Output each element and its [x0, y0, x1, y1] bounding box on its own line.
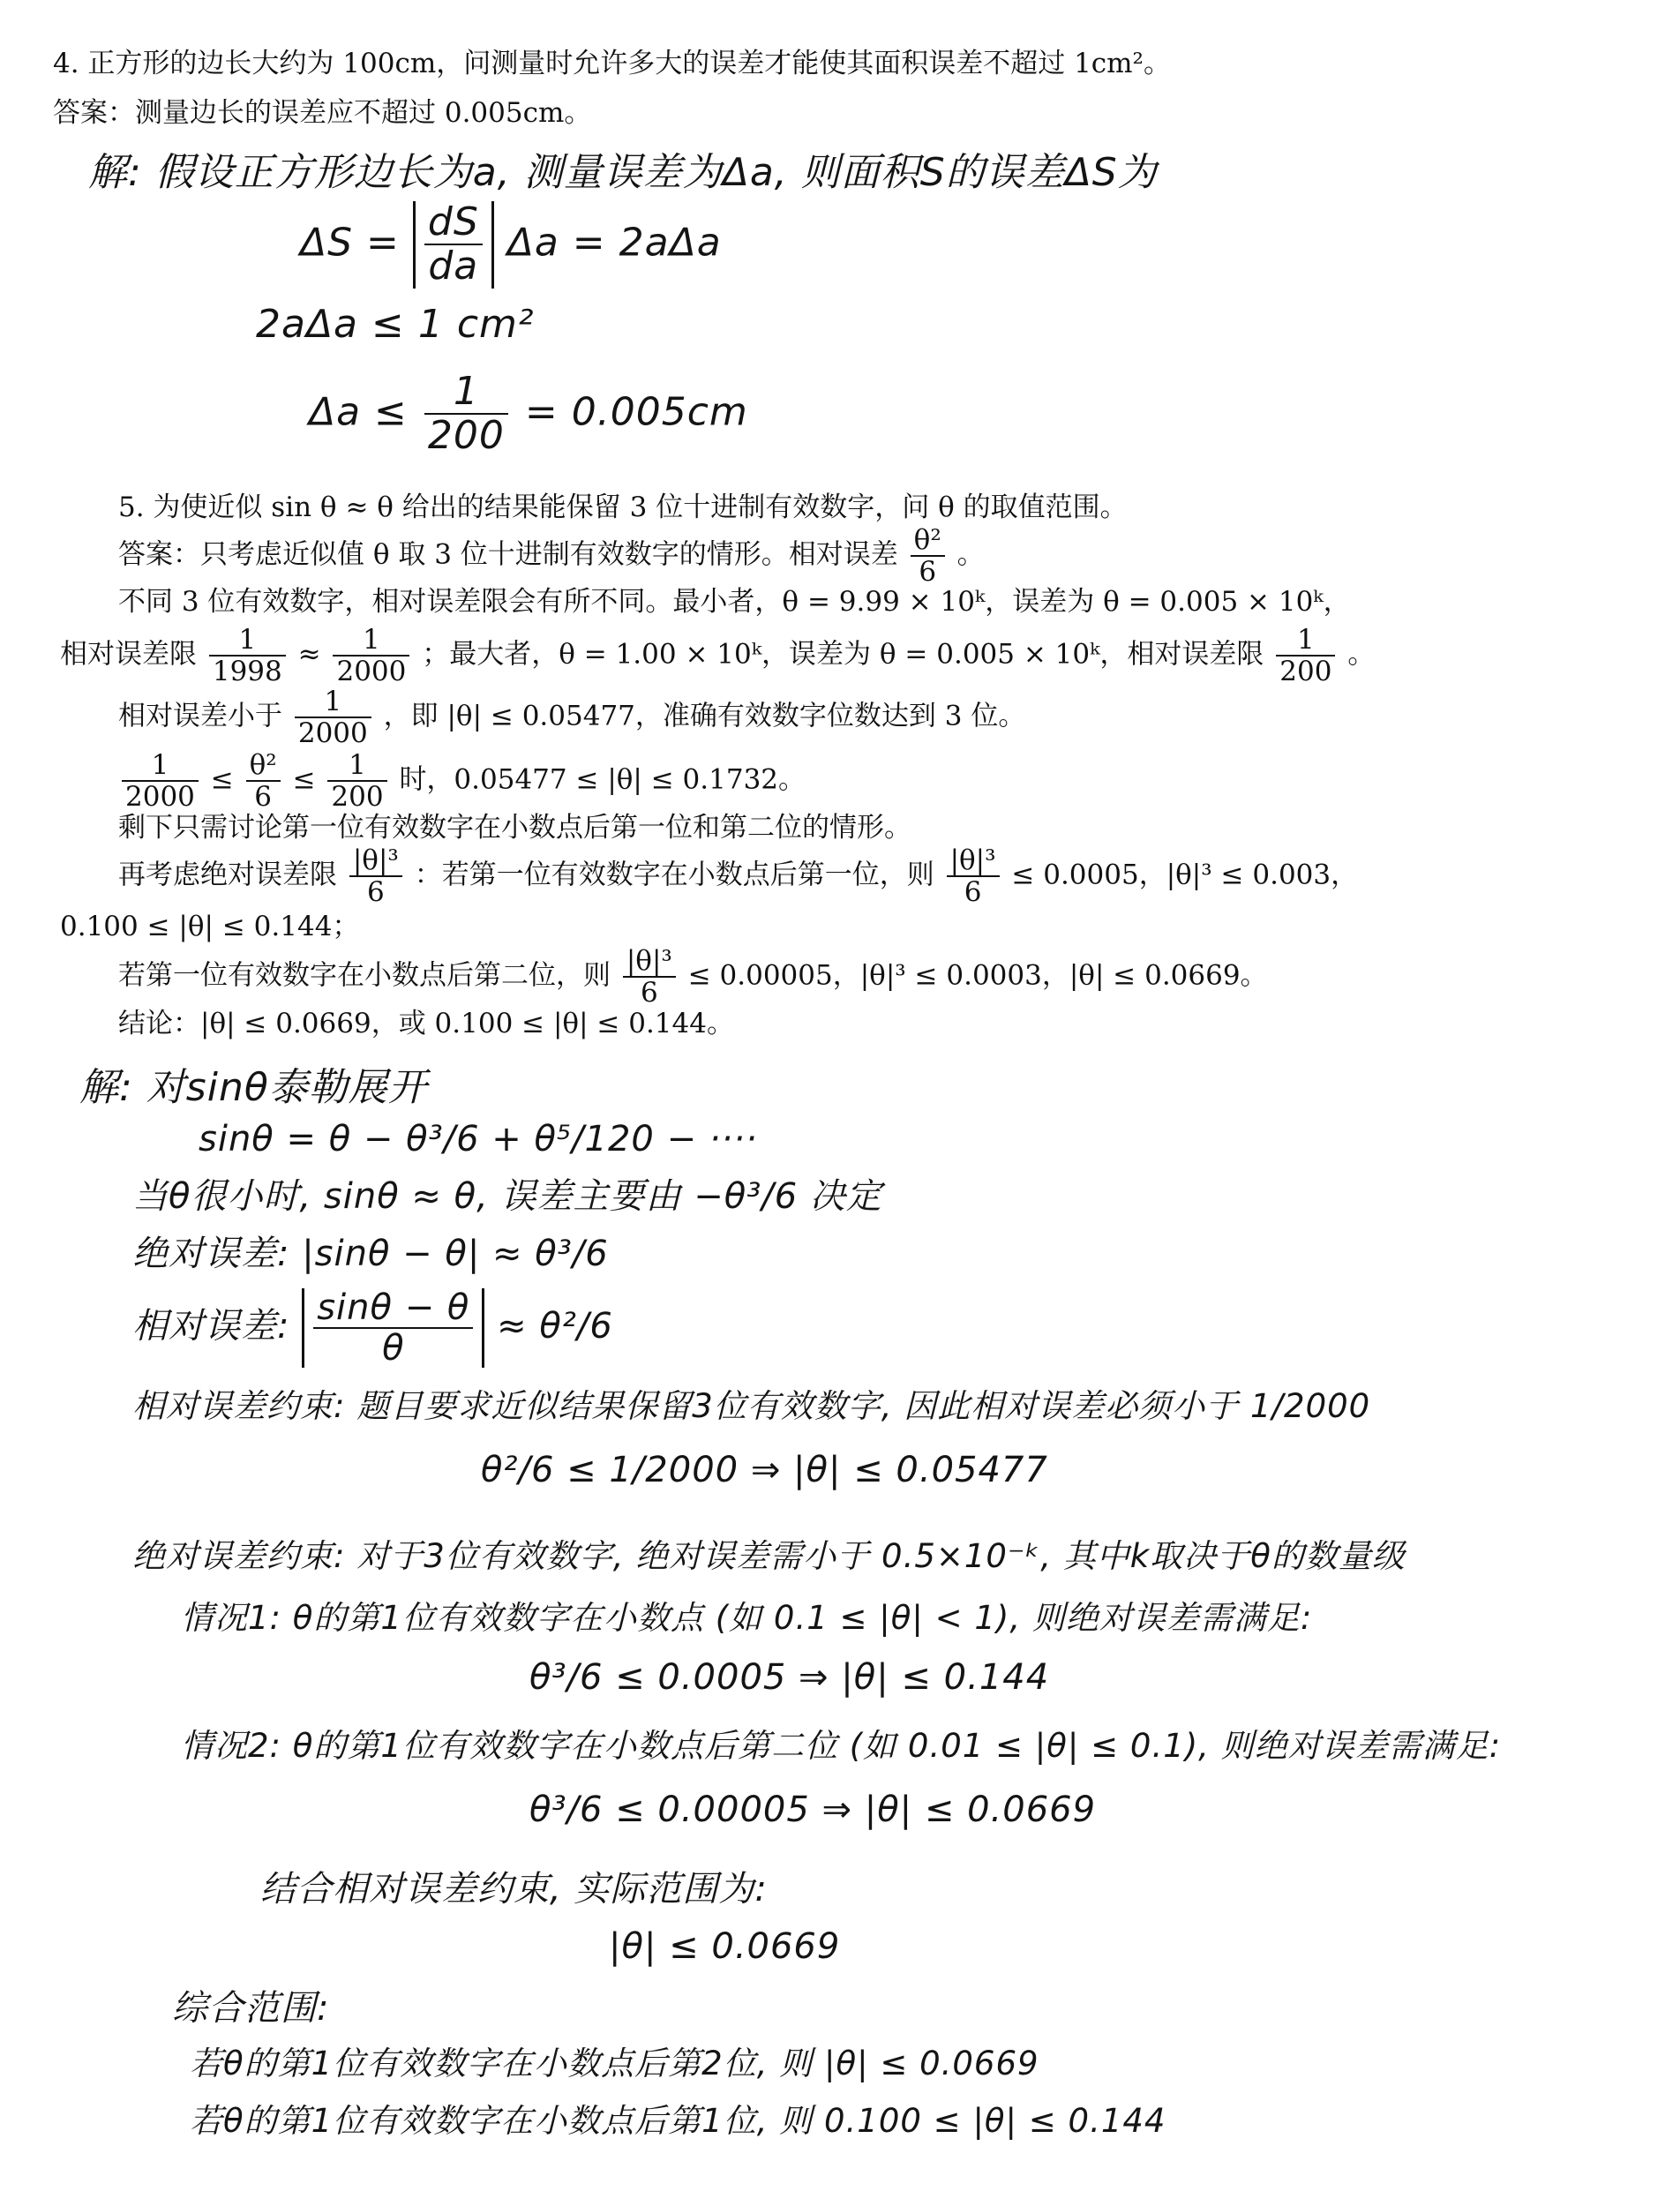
hw5-relative-result: θ²/6 ≤ 1/2000 ⇒ |θ| ≤ 0.05477 [481, 1450, 1048, 1490]
p5-answer-line-1: 答案：只考虑近似值 θ 取 3 位十进制有效数字的情形。相对误差 $\frac{\text{θ²}}{6}$ 。 [118, 524, 985, 589]
p5-answer-line-5: $\frac{1}{2000}$ ≤ $\frac{\text{θ²}}{6}$ ≤ $\frac{1}{200}$ 时，0.05477 ≤ |θ| ≤ 0.1732。 [118, 750, 806, 812]
hw5-combined-label: 结合相对误差约束, 实际范围为: [260, 1869, 768, 1910]
p5-answer-line-3: 相对误差限 $\frac{1}{1998}$ ≈ $\frac{1}{2000}$ ；最大者，θ = 1.00 × 10ᵏ，误差为 θ = 0.005 × 10ᵏ，相对误差限 $\frac{1}{200}$ 。 [60, 624, 1376, 688]
hw5-combined-result: |θ| ≤ 0.0669 [609, 1926, 841, 1967]
p5-answer-line-2: 不同 3 位有效数字，相对误差限会有所不同。最小者，θ = 9.99 × 10ᵏ，误差为 θ = 0.005 × 10ᵏ， [118, 586, 1351, 618]
problem-4-answer: 答案：测量边长的误差应不超过 0.005cm。 [53, 97, 592, 129]
hw4-solution-intro: 解: 假设正方形边长为a, 测量误差为Δa, 则面积S的误差ΔS为 [88, 150, 1158, 195]
hw5-taylor-heading: 解: 对sinθ泰勒展开 [79, 1065, 428, 1110]
p5-conclusion: 结论：|θ| ≤ 0.0669，或 0.100 ≤ |θ| ≤ 0.144。 [118, 1008, 734, 1039]
p5-answer-line-6: 剩下只需讨论第一位有效数字在小数点后第一位和第二位的情形。 [118, 812, 911, 844]
hw4-delta-s-formula: ΔS = $\frac{dS}{da}$ Δa = 2aΔa [300, 199, 722, 289]
hw5-summary-case-1: 若θ的第1位有效数字在小数点后第1位, 则 0.100 ≤ |θ| ≤ 0.144 [190, 2102, 1166, 2140]
hw5-summary-case-2: 若θ的第1位有效数字在小数点后第2位, 则 |θ| ≤ 0.0669 [190, 2045, 1039, 2082]
p5-answer-line-8: 0.100 ≤ |θ| ≤ 0.144； [60, 911, 360, 942]
p5-answer-line-7: 再考虑绝对误差限 $\frac{\text{|θ|³}}{6}$ ：若第一位有效数字在小数点后第一位，则 $\frac{\text{|θ|³}}{6}$ ≤ 0.0005，|θ|³ ≤ 0.003， [118, 844, 1359, 909]
hw5-case-2-result: θ³/6 ≤ 0.00005 ⇒ |θ| ≤ 0.0669 [529, 1790, 1097, 1830]
hw5-absolute-constraint: 绝对误差约束: 对于3位有效数字, 绝对误差需小于 0.5×10⁻ᵏ, 其中k取决于θ的数量级 [132, 1537, 1406, 1575]
hw5-relative-error: 相对误差: $\frac{\sin\theta - \theta}{\theta}$ ≈ θ²/6 [132, 1287, 613, 1369]
p5-answer-line-9: 若第一位有效数字在小数点后第二位，则 $\frac{\text{|θ|³}}{6}$ ≤ 0.00005，|θ|³ ≤ 0.0003，|θ| ≤ 0.0669。 [118, 945, 1268, 1009]
hw4-result: Δa ≤ $\frac{1}{200}$ = 0.005cm [309, 369, 748, 459]
hw5-case-1: 情况1: θ的第1位有效数字在小数点 (如 0.1 ≤ |θ| < 1), 则绝对误差需满足: [181, 1599, 1313, 1637]
hw5-small-angle: 当θ很小时, sinθ ≈ θ, 误差主要由 −θ³/6 决定 [132, 1176, 882, 1217]
problem-4-question: 4. 正方形的边长大约为 100cm，问测量时允许多大的误差才能使其面积误差不超过 1cm²。 [53, 48, 1171, 79]
hw5-taylor-series: sinθ = θ − θ³/6 + θ⁵/120 − ···· [199, 1119, 758, 1159]
hw5-absolute-error: 绝对误差: |sinθ − θ| ≈ θ³/6 [132, 1234, 609, 1274]
hw5-case-2: 情况2: θ的第1位有效数字在小数点后第二位 (如 0.01 ≤ |θ| ≤ 0.1), 则绝对误差需满足: [181, 1727, 1502, 1765]
hw5-case-1-result: θ³/6 ≤ 0.0005 ⇒ |θ| ≤ 0.144 [529, 1657, 1050, 1698]
hw5-relative-constraint: 相对误差约束: 题目要求近似结果保留3位有效数字, 因此相对误差必须小于 1/2000 [132, 1387, 1371, 1425]
p5-answer-line-4: 相对误差小于 $\frac{1}{2000}$ ，即 |θ| ≤ 0.05477，准确有效数字位数达到 3 位。 [118, 686, 1026, 750]
hw5-summary-heading: 综合范围: [172, 1988, 330, 2029]
problem-5-question: 5. 为使近似 sin θ ≈ θ 给出的结果能保留 3 位十进制有效数字，问 θ 的取值范围。 [118, 491, 1128, 523]
hw4-inequality: 2aΔa ≤ 1 cm² [256, 302, 535, 347]
